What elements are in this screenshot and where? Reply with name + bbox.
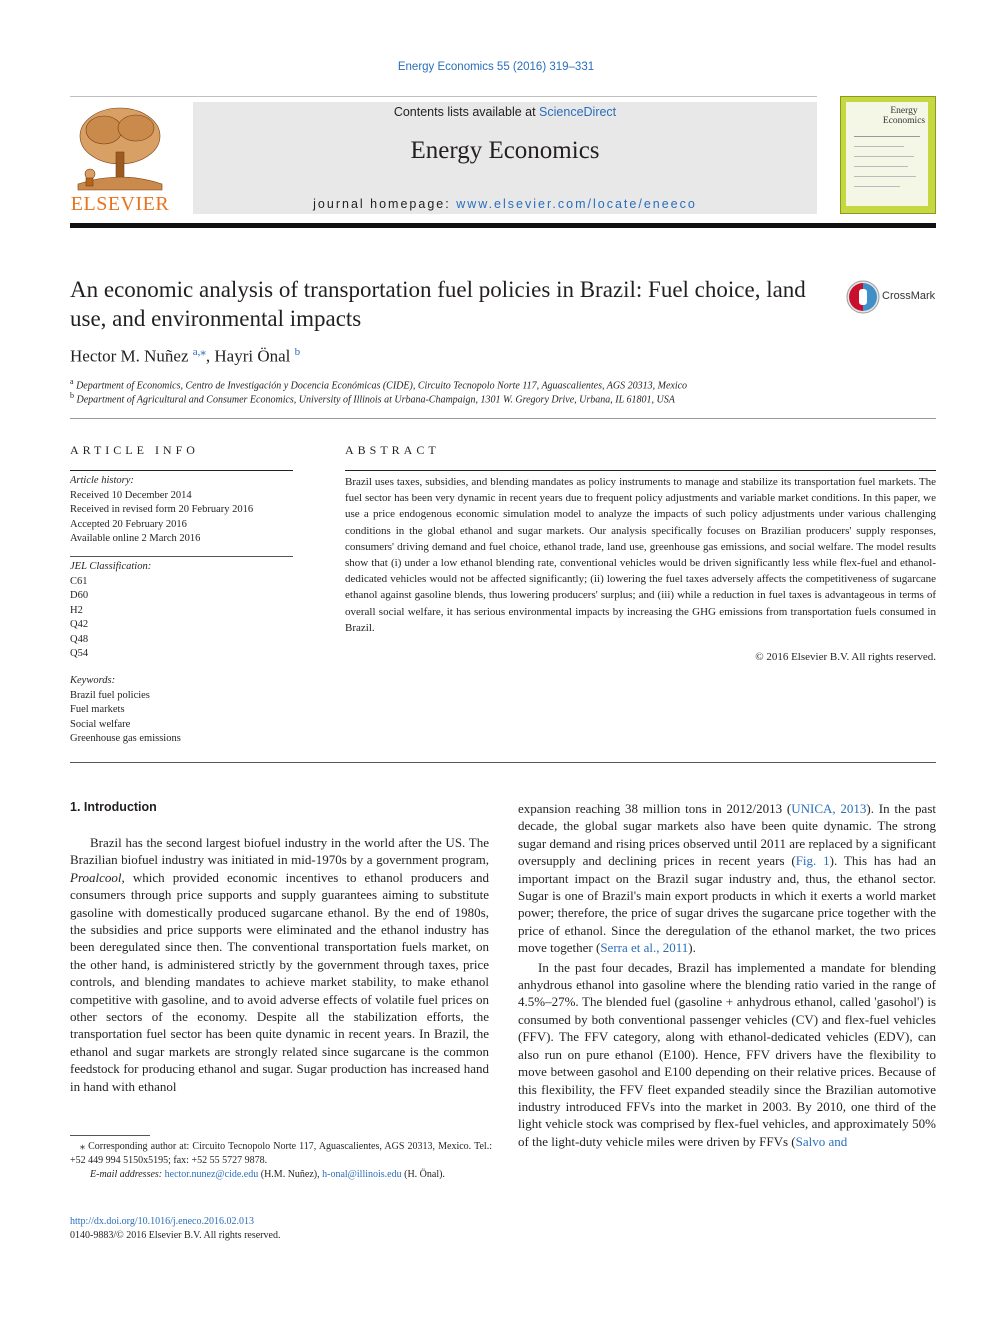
crossmark-badge[interactable]	[846, 280, 938, 316]
affiliation-marker: a	[70, 377, 74, 386]
citation-link[interactable]: Serra et al., 2011	[600, 940, 689, 956]
cover-title: Energy Economics	[882, 106, 926, 126]
affiliation-text: Department of Economics, Centro de Investigación y Docencia Económicas (CIDE), Circuito Tecnopolo Norte 117, Aguascalientes, AGS 20313, Mexico	[76, 380, 688, 392]
crossmark-label: CrossMark	[882, 290, 936, 302]
email-note	[70, 1168, 492, 1182]
keyword: Greenhouse gas emissions	[70, 733, 181, 744]
author-affil-marker[interactable]: a,⁎	[192, 346, 206, 358]
text-run: expansion reaching 38 million tons in 2012/2013 (	[518, 801, 792, 816]
text-run: ).	[688, 940, 696, 956]
page-footer	[70, 1215, 280, 1243]
history-item: Available online 2 March 2016	[70, 533, 201, 544]
body-left-column	[70, 834, 489, 1095]
article-info-rule	[70, 470, 293, 471]
journal-title: Energy Economics	[410, 137, 600, 164]
author-separator: ,	[205, 346, 215, 366]
jel-classification	[70, 560, 293, 662]
author-affil-marker[interactable]: b	[294, 346, 301, 358]
header-top-line	[70, 96, 817, 97]
abstract-rule	[345, 470, 936, 471]
jel-label: JEL Classification:	[70, 561, 152, 572]
program-name: Proalcool	[70, 869, 122, 885]
article-title: An economic analysis of transportation fuel policies in Brazil: Fuel choice, land use, and environmental impacts	[70, 277, 806, 331]
keyword: Fuel markets	[70, 704, 125, 715]
jel-code: Q48	[70, 633, 89, 645]
homepage-link[interactable]: www.elsevier.com/locate/eneeco	[456, 197, 697, 211]
corresponding-author-note: ⁎ Corresponding author at: Circuito Tecnopolo Norte 117, Aguascalientes, AGS 20313, Mexico. Tel.: +52 449 994 5150x5195; fax: +52 55 5727 9878.	[70, 1141, 492, 1166]
elsevier-wordmark: ELSEVIER	[70, 193, 170, 215]
citation-link[interactable]: UNICA, 2013	[791, 801, 867, 816]
contents-line	[193, 105, 817, 119]
body-right-column	[518, 800, 936, 1150]
issn-line: 0140-9883/© 2016 Elsevier B.V. All rights reserved.	[70, 1230, 281, 1241]
journal-homepage-line	[193, 197, 817, 211]
author-list	[70, 345, 300, 367]
jel-code: D60	[70, 590, 89, 601]
elsevier-logo	[68, 100, 172, 216]
email-link[interactable]: h-onal@illinois.edu	[322, 1169, 402, 1180]
header-rule	[70, 223, 936, 228]
footnote	[70, 1140, 492, 1182]
history-rule	[70, 556, 293, 557]
crossmark-icon	[846, 280, 880, 314]
citation-link[interactable]: Salvo and	[795, 1133, 848, 1149]
jel-code: H2	[70, 604, 83, 616]
history-label: Article history:	[70, 475, 134, 486]
journal-citation-link[interactable]: Energy Economics 55 (2016) 319–331	[397, 61, 595, 73]
paragraph	[70, 834, 489, 1095]
paragraph	[518, 800, 936, 957]
keyword: Social welfare	[70, 718, 131, 730]
author-name[interactable]: Hayri Önal	[214, 346, 291, 366]
abstract-text: Brazil uses taxes, subsidies, and blending mandates as policy instruments to manage and stabilize its transportation fuel markets. The fuel sector has been very dynamic in recent years due to frequent policy adjustments and variable market conditions. In this paper, we use a price endogenous economic simulation model to analyze the impacts of such policy adjustments under various challenging conditions in the global ethanol and sugar markets. Our analysis specifically focuses on Brazilian producers' supply responses, consumers' driving demand and fuel choice, ethanol trade, land use, greenhouse gas emissions, and social welfare. The model results show that (i) under a low ethanol blending rate, conventional vehicles would be driven significantly less while flex-fuel and ethanol-dedicated vehicles would not be affected significantly; (ii) lowering the fuel taxes adversely affects the competitiveness of sugarcane ethanol against gasoline blends, thus lowering producers' surplus; and (iii) while a reduction in fuel taxes is advantageous in terms of overall social welfare, it has serious environmental impacts by increasing the GHG emissions from transportation fuels consumed in Brazil.	[345, 476, 936, 634]
journal-cover-thumbnail[interactable]	[840, 96, 936, 214]
article-history	[70, 474, 293, 547]
affiliation-rule	[70, 418, 936, 419]
email-owner: (H. Önal).	[401, 1169, 445, 1180]
history-item: Received 10 December 2014	[70, 489, 192, 501]
history-item: Received in revised form 20 February 2016	[70, 504, 254, 515]
doi-link[interactable]: http://dx.doi.org/10.1016/j.eneco.2016.02.013	[70, 1216, 254, 1227]
jel-code: Q54	[70, 648, 89, 659]
author-name[interactable]: Hector M. Nuñez	[70, 346, 189, 366]
history-item: Accepted 20 February 2016	[70, 518, 187, 530]
keywords	[70, 674, 293, 747]
article-info-heading: ARTICLE INFO	[70, 443, 199, 457]
sciencedirect-link[interactable]: ScienceDirect	[539, 105, 617, 119]
front-matter-rule	[70, 762, 936, 763]
affiliation-text: Department of Agricultural and Consumer Economics, University of Illinois at Urbana-Champaign, 1301 W. Gregory Drive, Urbana, IL 61801, USA	[76, 394, 675, 406]
affiliation	[70, 377, 687, 391]
section-heading-introduction: 1. Introduction	[70, 800, 157, 814]
text-run: ). This has had an important impact on the Brazil sugar industry and, thus, the ethanol sector. Sugar is one of Brazil's main export products in which it exerts a world market power; therefore, the price of sugar drives the sugarcane price together with the price of ethanol. Since the deregulation of the ethanol market, the two prices move together (	[518, 853, 936, 956]
keyword: Brazil fuel policies	[70, 689, 150, 701]
jel-code: C61	[70, 575, 88, 587]
paragraph	[518, 959, 936, 1150]
homepage-prefix: journal homepage:	[313, 197, 457, 211]
abstract-copyright: © 2016 Elsevier B.V. All rights reserved.	[755, 651, 936, 663]
email-link[interactable]: hector.nunez@cide.edu	[164, 1169, 259, 1180]
affiliation	[70, 391, 675, 405]
email-owner: (H.M. Nuñez),	[258, 1169, 323, 1180]
footnote-rule	[70, 1135, 150, 1136]
abstract-heading: ABSTRACT	[345, 443, 440, 457]
affiliation-marker: b	[70, 391, 74, 400]
text-run: ). In the past decade, the global sugar markets also have been quite dynamic. The strong sugar demand and rising prices observed until 2011 are replaced by a significant oversupply and declining prices in recent years (	[518, 801, 936, 869]
text-run: , which provided economic incentives to ethanol producers and consumers through price supports and supply guarantees aiming to substitute gasoline with domestically produced sugarcane ethanol. By the end of 1980s, the subsidies and price supports were eliminated and the ethanol industry has been deregulated since then. The conventional transportation fuels market, on the other hand, is administered strictly by the government through taxes, price controls, and blending mandates to achieve market stability, to make ethanol competitive with gasoline, and to avoid adverse effects of volatile fuel prices on other sectors of the economy. Despite all the stabilization efforts, the transportation fuel sector has been quite dynamic in recent years. In Brazil, the ethanol and sugar markets are strongly related since sugarcane is the common feedstock for producing ethanol and sugar. Sugar production has increased hand in hand with ethanol	[70, 869, 489, 1094]
figure-link[interactable]: Fig. 1	[795, 853, 830, 869]
jel-code: Q42	[70, 619, 89, 630]
contents-prefix: Contents lists available at	[393, 105, 540, 119]
email-label: E-mail addresses:	[90, 1169, 165, 1180]
keywords-label: Keywords:	[70, 675, 116, 686]
text-run: Brazil has the second largest biofuel industry in the world after the US. The Brazilian biofuel industry was initiated in mid-1970s by a government program,	[70, 835, 489, 868]
text-run: In the past four decades, Brazil has implemented a mandate for blending anhydrous ethanol into gasoline where the blending ratio varied in the range of 4.5%–27%. The blended fuel (gasoline + anhydrous ethanol, called 'gasohol') is consumed by both conventional passenger vehicles (CV) and flex-fuel vehicles (FFV). The FFV category, along with ethanol-dedicated vehicles (EDV), can also run on pure ethanol (E100). Hence, FFV drivers have the flexibility to move between gasohol and E100 depending on their relative prices. Because of this flexibility, the FFV fleet expanded steadily since the Brazilian automotive industry introduced FFVs into the market in 2003. By 2010, one third of the light vehicle stock was comprised by flex-fuel vehicles, and approximately 50% of the light-duty vehicle miles were driven by FFVs (	[518, 959, 936, 1149]
